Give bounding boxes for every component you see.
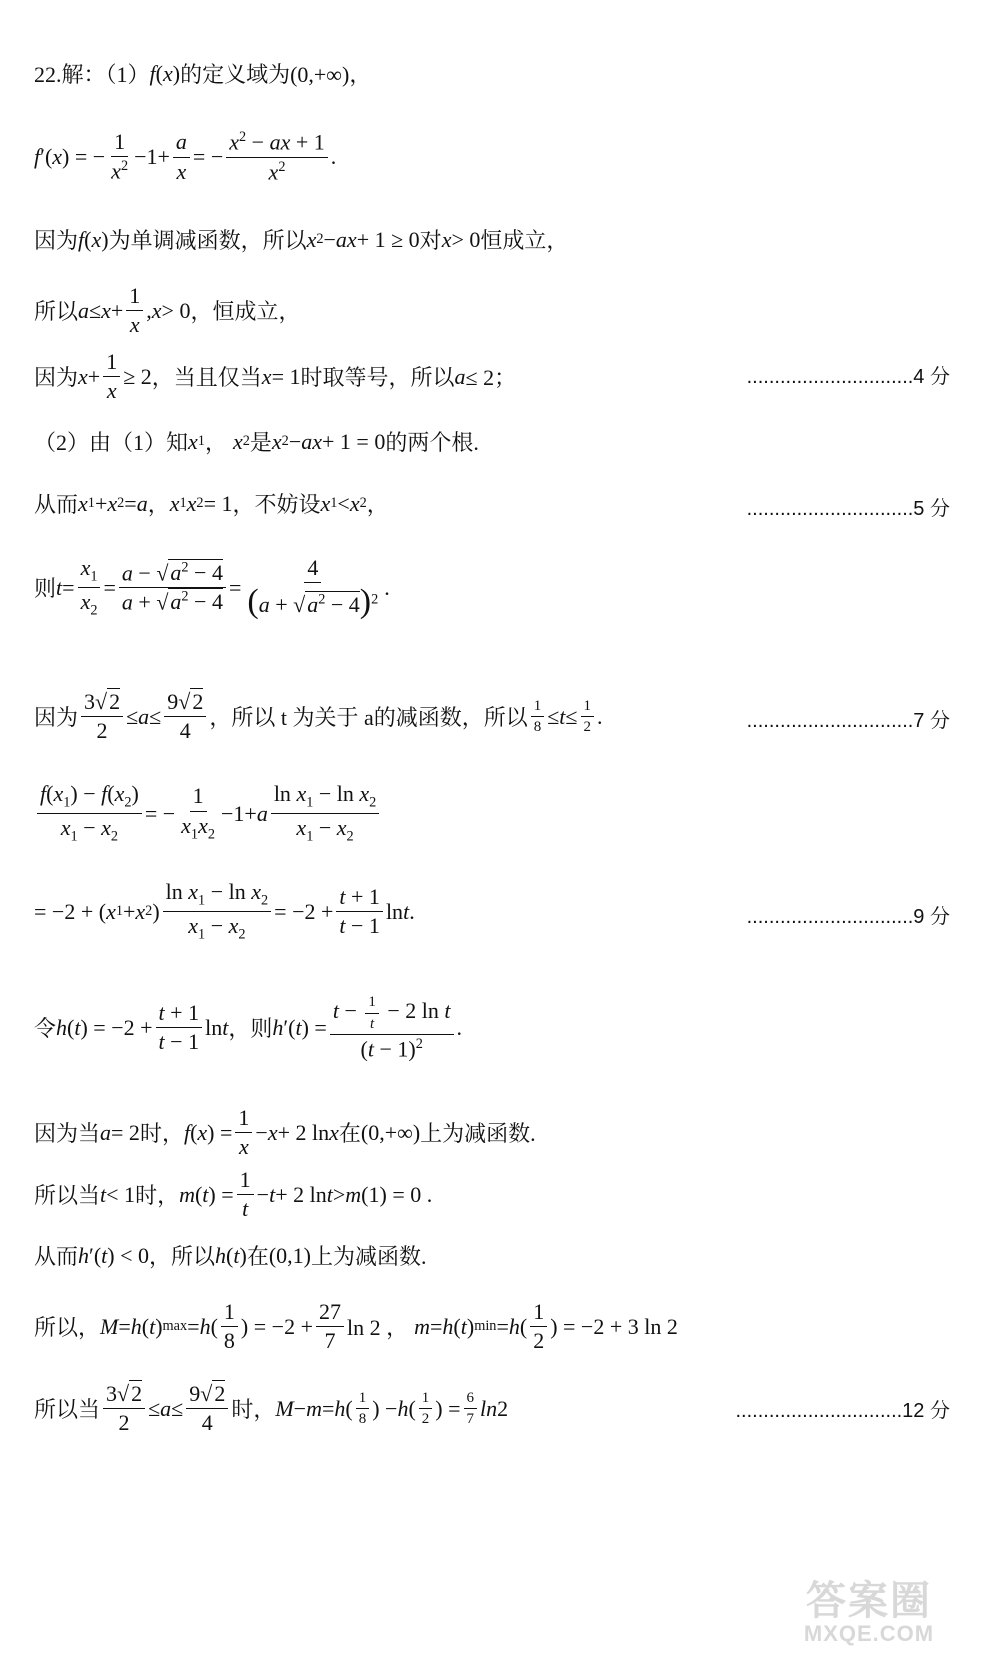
text-because-2: 因为: [34, 365, 79, 391]
text-so-2: ，所以: [149, 1244, 216, 1269]
score-5: ..............................5 分: [746, 498, 950, 520]
text-decreasing: 为单调减函数，所以: [108, 228, 307, 253]
line-monotonic: 因为 f ( x ) 为单调减函数，所以 x 2 − ax + 1 ≥ 0 对 x > 0 恒成立，: [34, 224, 568, 255]
text-wlog: ，不妨设: [232, 492, 321, 517]
text-so-when-2: 所以当: [34, 1397, 101, 1423]
line-part2: （2）由（1）知 x 1 ， x 2 是 x 2 − ax + 1 = 0 的两个根.: [34, 426, 479, 457]
text-iff: ，当且仅当: [151, 365, 262, 391]
text-then: 则: [34, 576, 57, 602]
score-12: ..............................12 分: [735, 1400, 950, 1422]
text-always: 恒成立，: [480, 228, 569, 253]
text-on-2: 在: [246, 1244, 269, 1269]
line-h-def: 令 h ( t ) = −2 + $\frac{t + 1}{t - 1}$ ln t ，则 h ′( t ) = t − $\frac{1}{t}$ − 2 ln t $(t - 1)^2$ .: [34, 994, 463, 1062]
line-diff-quotient: $\frac{f(x_1) - f(x_2)}{x_1 - x_2}$ = − $\frac{1}{x_1x_2}$ −1+ a $\frac{\ln x_1 - \ln x_2}{x_1 - x_2}$: [34, 782, 382, 845]
watermark-logo-text: 答案圈: [806, 1579, 932, 1623]
line-amgm: 因为 x + $\frac{1}{x}$ ≥ 2 ，当且仅当 x = 1 时取等号，所以 a ≤ 2；: [34, 349, 517, 404]
line-t-range: 因为 $\frac{3√2}{2}$ ≤ a ≤ $\frac{9√2}{4}$ ，所以 t 为关于 a的减函数，所以 $\frac{1}{8}$ ≤ t ≤ $\frac{1}{2}$ .: [34, 689, 603, 744]
text-let: 令: [34, 1016, 57, 1042]
score-4: ..............................4 分: [746, 366, 950, 388]
text-thus-2: 从而: [34, 1244, 79, 1269]
heading: 22.解：（1）: [34, 62, 150, 87]
score-9: ..............................9 分: [746, 906, 950, 928]
text-on: 在: [338, 1121, 361, 1147]
line-simplify: = −2 + ( x 1 + x 2 ) $\frac{\ln x_1 - \ln x_2}{x_1 - x_2}$ = −2 + $\frac{t + 1}{t - 1}$ ln t .: [34, 879, 415, 943]
text-then-2: ，则: [228, 1016, 273, 1042]
text-equality: 时取等号，所以: [300, 365, 455, 391]
text-t-decreasing: ，所以 t 为关于 a的减函数，所以: [209, 705, 528, 731]
text-for: 对: [419, 228, 442, 253]
line-m-func: 所以当 t < 1 时， m ( t ) = $\frac{1}{t}$ − t + 2 ln t > m (1) = 0 .: [34, 1167, 433, 1222]
text-is-decreasing: 上为减函数.: [420, 1121, 536, 1147]
line-a-bound: 所以 a ≤ x + $\frac{1}{x}$ , x > 0 ，恒成立，: [34, 283, 301, 338]
line-domain: 22.解：（1） f ( x ) 的定义域为 (0,+∞)，: [34, 58, 371, 89]
watermark-site-text: MXQE.COM: [803, 1621, 935, 1646]
line-max-min: 所以， M = h ( t ) max = h ( $\frac{1}{8}$ ) = −2 + $\frac{27}{7}$ ln 2 ， m = h ( t ) min = h ( $\frac{1}{2}$ ) = −2 + 3 ln 2: [34, 1299, 678, 1354]
text-because-3: 因为: [34, 705, 79, 731]
text-part2: （2）由（1）知: [34, 430, 189, 455]
text-always-holds: ，恒成立，: [190, 299, 301, 325]
text-therefore: 所以，: [34, 1315, 101, 1341]
line-h-decreasing: 从而 h ′( t ) < 0 ，所以 h ( t ) 在 (0,1) 上为减函数.: [34, 1240, 427, 1271]
text-is-decreasing-2: 上为减函数.: [310, 1244, 427, 1269]
line-t-def: 则 t = $\frac{x_1}{x_2}$ = $\frac{a - √a^2 - 4}{a + √a^2 - 4}$ = $\frac{4}{(a + √a^2 - 4)^2}$ .: [34, 555, 390, 621]
watermark-logo: [764, 1581, 974, 1645]
text-thus: 从而: [34, 492, 79, 517]
text-because: 因为: [34, 228, 79, 253]
line-vieta: 从而 x 1 + x 2 = a ， x 1 x 2 = 1 ，不妨设 x 1 < x 2 ，: [34, 488, 389, 519]
line-a2-case: 因为当 a = 2 时， f ( x ) = $\frac{1}{x}$ − x + 2 ln x 在 (0,+∞) 上为减函数.: [34, 1105, 536, 1160]
score-7: ..............................7 分: [746, 710, 950, 732]
line-final: 所以当 $\frac{3√2}{2}$ ≤ a ≤ $\frac{9√2}{4}$ 时， M − m = h ( $\frac{1}{8}$ ) − h ( $\frac{1}{2}$ ) = $\frac{6}{7}$ ln 2: [34, 1381, 509, 1436]
text-two-roots: 的两个根.: [385, 430, 479, 455]
text-time-2: 时，: [135, 1183, 180, 1209]
text-time: 时，: [139, 1121, 184, 1147]
line-derivative: f ′( x ) = − $\frac{1}{x^2}$ −1+ $\frac{a}{x}$ = − $\frac{x^2 - ax + 1}{x^2}$ .: [34, 129, 337, 184]
text-time-3: 时，: [231, 1397, 276, 1423]
text-so: 所以: [34, 299, 79, 325]
domain-text: 的定义域为: [180, 62, 291, 87]
text-when: 因为当: [34, 1121, 101, 1147]
text-so-when: 所以当: [34, 1183, 101, 1209]
